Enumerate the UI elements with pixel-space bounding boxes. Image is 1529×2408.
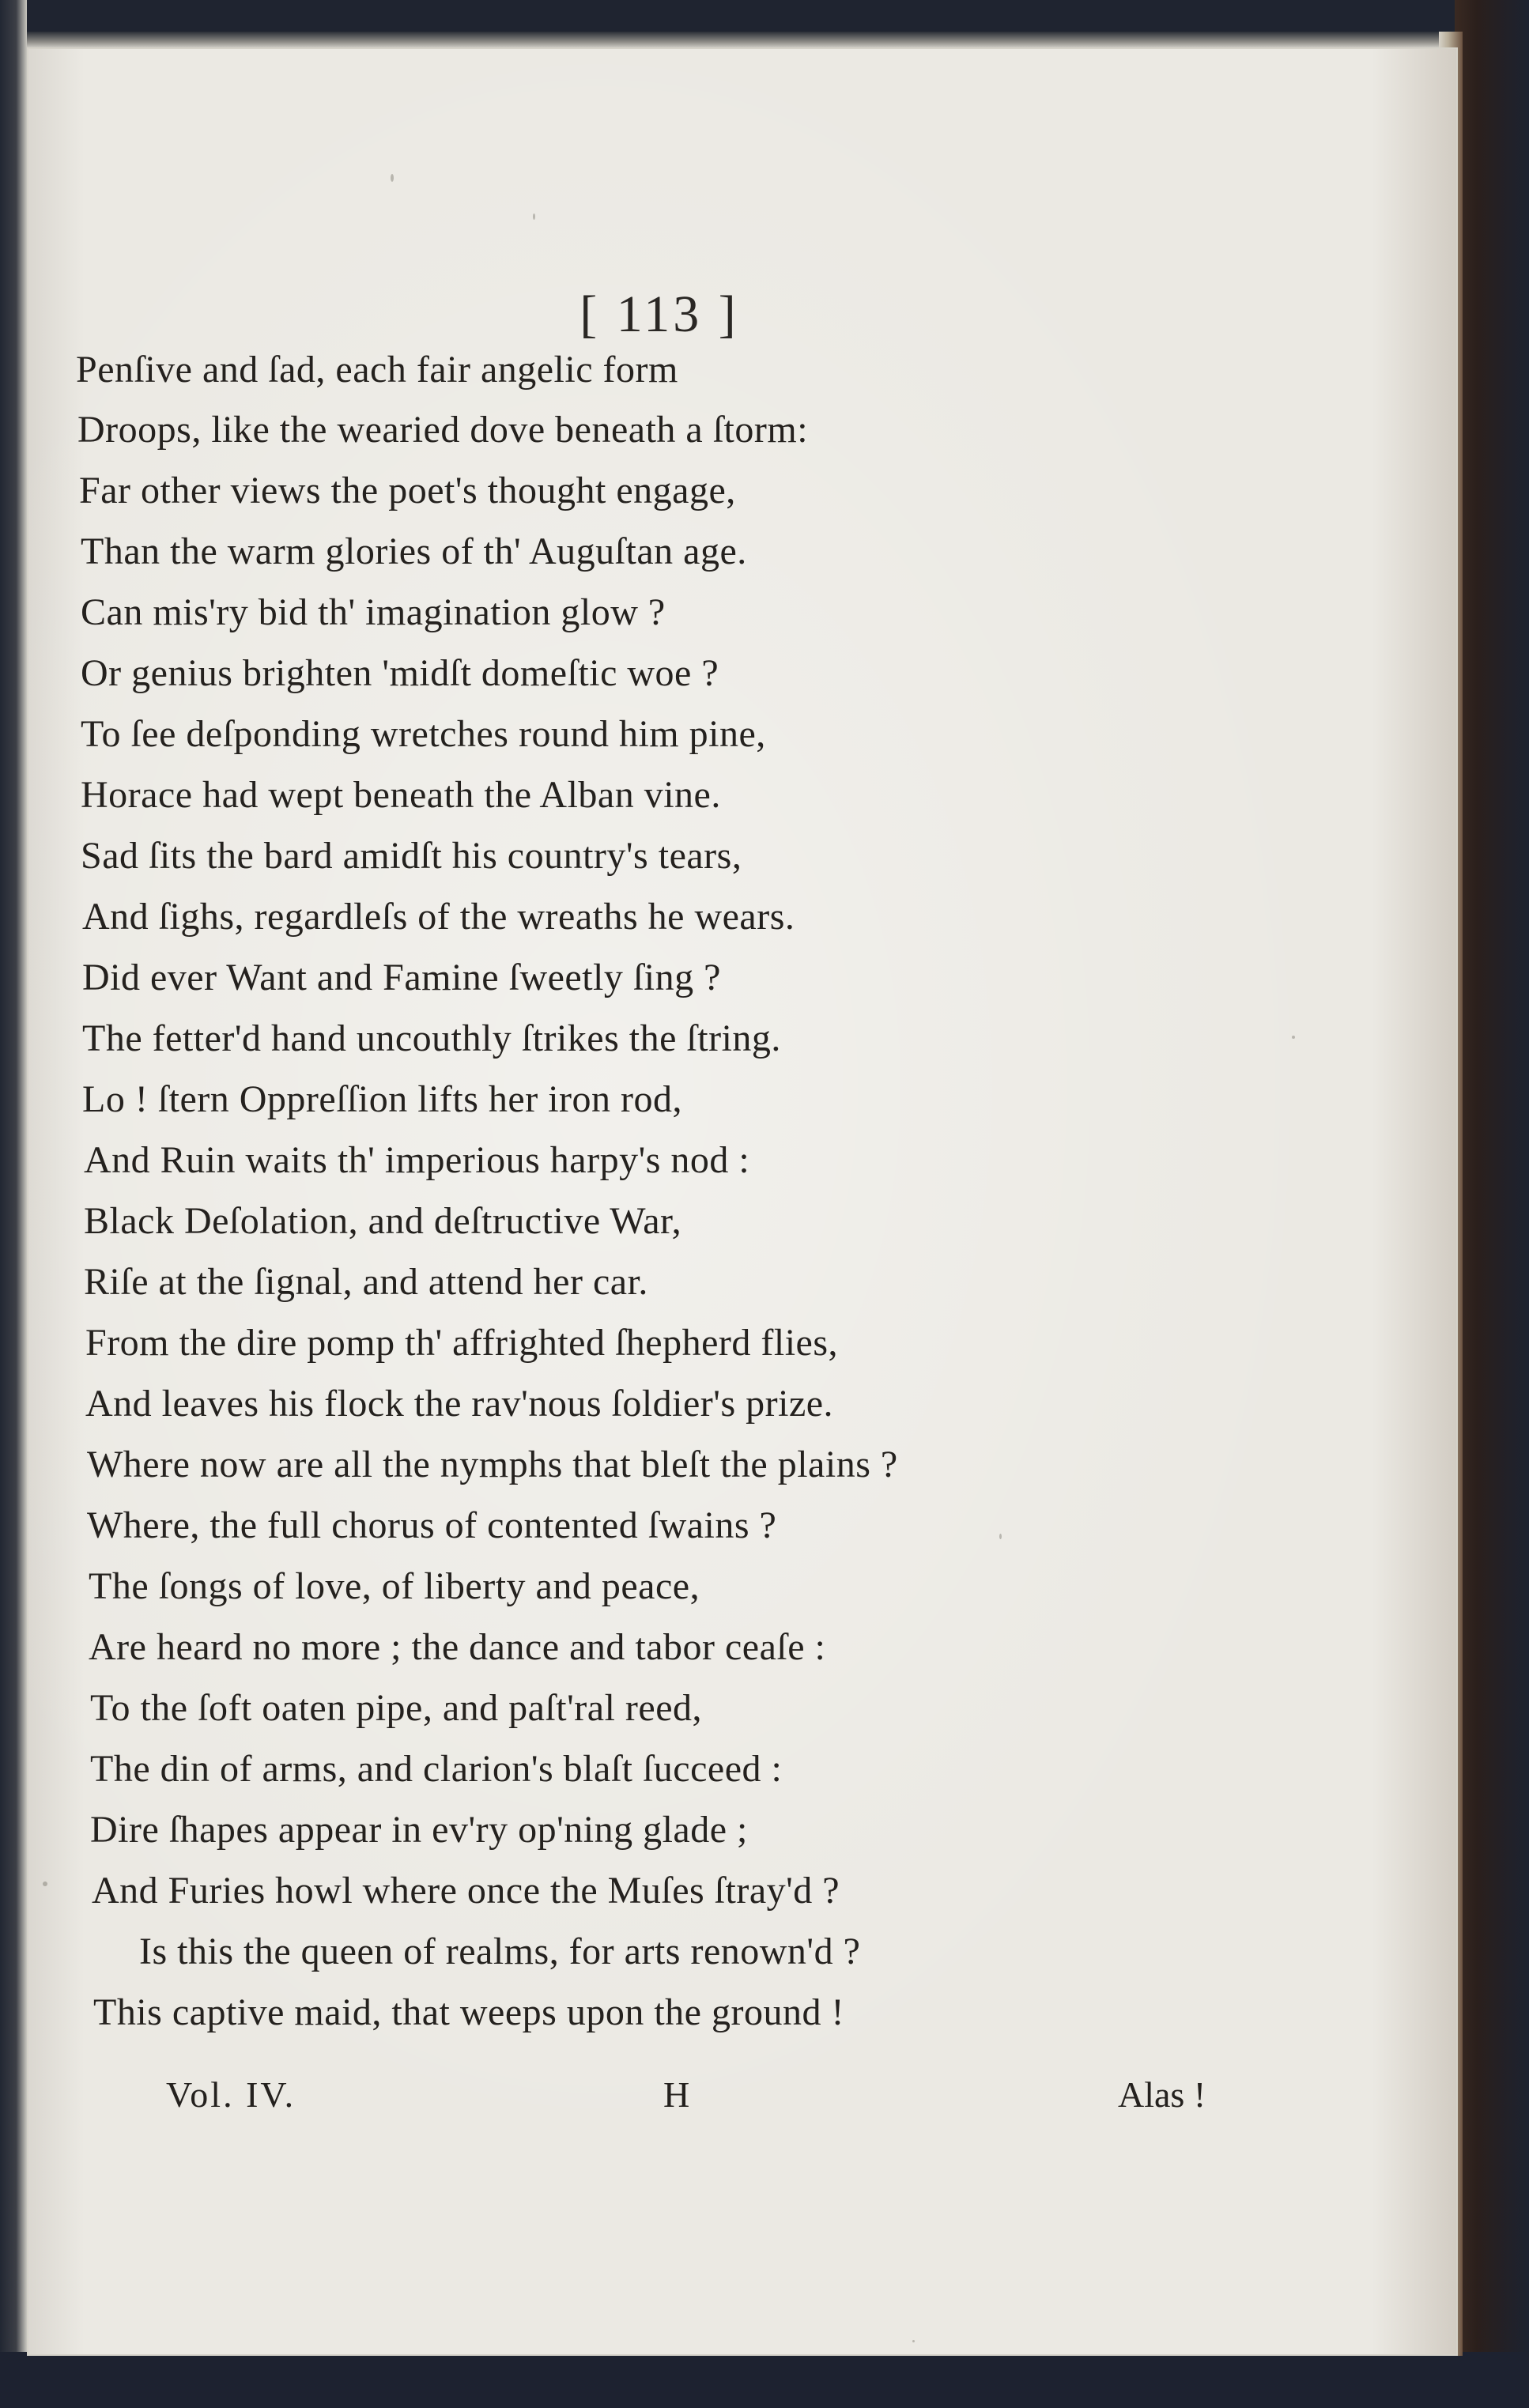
poem-line: Riſe at the ſignal, and attend her car. — [84, 1261, 648, 1303]
page-header: [ 113 ] — [580, 285, 739, 343]
poem-line: The ſongs of love, of liberty and peace, — [89, 1565, 700, 1607]
poem-line: Lo ! ſtern Oppreſſion lifts her iron rod, — [82, 1078, 682, 1120]
poem-line: Than the warm glories of th' Auguſtan age. — [81, 530, 747, 572]
backdrop-left — [0, 0, 27, 2408]
paper-speck — [999, 1534, 1002, 1539]
paper-speck — [1292, 1036, 1295, 1039]
catchword: Alas ! — [1118, 2074, 1206, 2115]
poem-line: And ſighs, regardleſs of the wreaths he wears. — [82, 896, 795, 938]
backdrop-bottom — [0, 2352, 1529, 2408]
poem-line: Where now are all the nymphs that bleſt the plains ? — [87, 1444, 898, 1485]
poem-line: Are heard no more ; the dance and tabor ceaſe : — [89, 1626, 826, 1668]
poem-line: To the ſoft oaten pipe, and paſt'ral reed, — [90, 1687, 702, 1729]
poem-line: The fetter'd hand uncouthly ſtrikes the ſtring. — [82, 1017, 781, 1059]
poem-line: Horace had wept beneath the Alban vine. — [81, 774, 721, 816]
poem-line: And Furies howl where once the Muſes ſtray'd ? — [92, 1870, 840, 1912]
poem-line: Where, the full chorus of contented ſwains ? — [87, 1504, 777, 1546]
poem-line: Droops, like the wearied dove beneath a ſtorm: — [77, 409, 809, 451]
page-top-edge — [27, 32, 1458, 49]
poem-line: Dire ſhapes appear in ev'ry op'ning glade ; — [90, 1809, 748, 1851]
poem-line: And Ruin waits th' imperious harpy's nod : — [84, 1139, 750, 1181]
paper-speck — [391, 174, 394, 182]
poem-line: To ſee deſponding wretches round him pine, — [81, 713, 766, 755]
poem-line: Far other views the poet's thought engage, — [79, 470, 736, 511]
poem-line: Penſive and ſad, each fair angelic form — [76, 349, 678, 391]
volume-label: Vol. IV. — [166, 2074, 296, 2115]
poem-line: Or genius brighten 'midſt domeſtic woe ? — [81, 652, 719, 694]
poem-line: Sad ſits the bard amidſt his country's tears, — [81, 835, 742, 877]
poem-line: Is this the queen of realms, for arts renown'd ? — [139, 1931, 861, 1972]
paper-speck — [533, 213, 535, 220]
poem-line: Can mis'ry bid th' imagination glow ? — [81, 591, 666, 633]
poem-line: The din of arms, and clarion's blaſt ſucceed : — [90, 1748, 783, 1790]
signature-mark: H — [663, 2074, 690, 2115]
paper-speck — [43, 1881, 47, 1886]
poem-line: This captive maid, that weeps upon the ground ! — [93, 1991, 844, 2033]
backdrop-right — [1455, 0, 1529, 2408]
paper-speck — [912, 2340, 915, 2342]
poem-line: Black Deſolation, and deſtructive War, — [84, 1200, 682, 1242]
book-page — [27, 47, 1458, 2356]
poem-line: And leaves his flock the rav'nous ſoldier's prize. — [85, 1383, 834, 1425]
poem-line: Did ever Want and Famine ſweetly ſing ? — [82, 957, 721, 998]
poem-line: From the dire pomp th' affrighted ſhepherd flies, — [85, 1322, 839, 1364]
